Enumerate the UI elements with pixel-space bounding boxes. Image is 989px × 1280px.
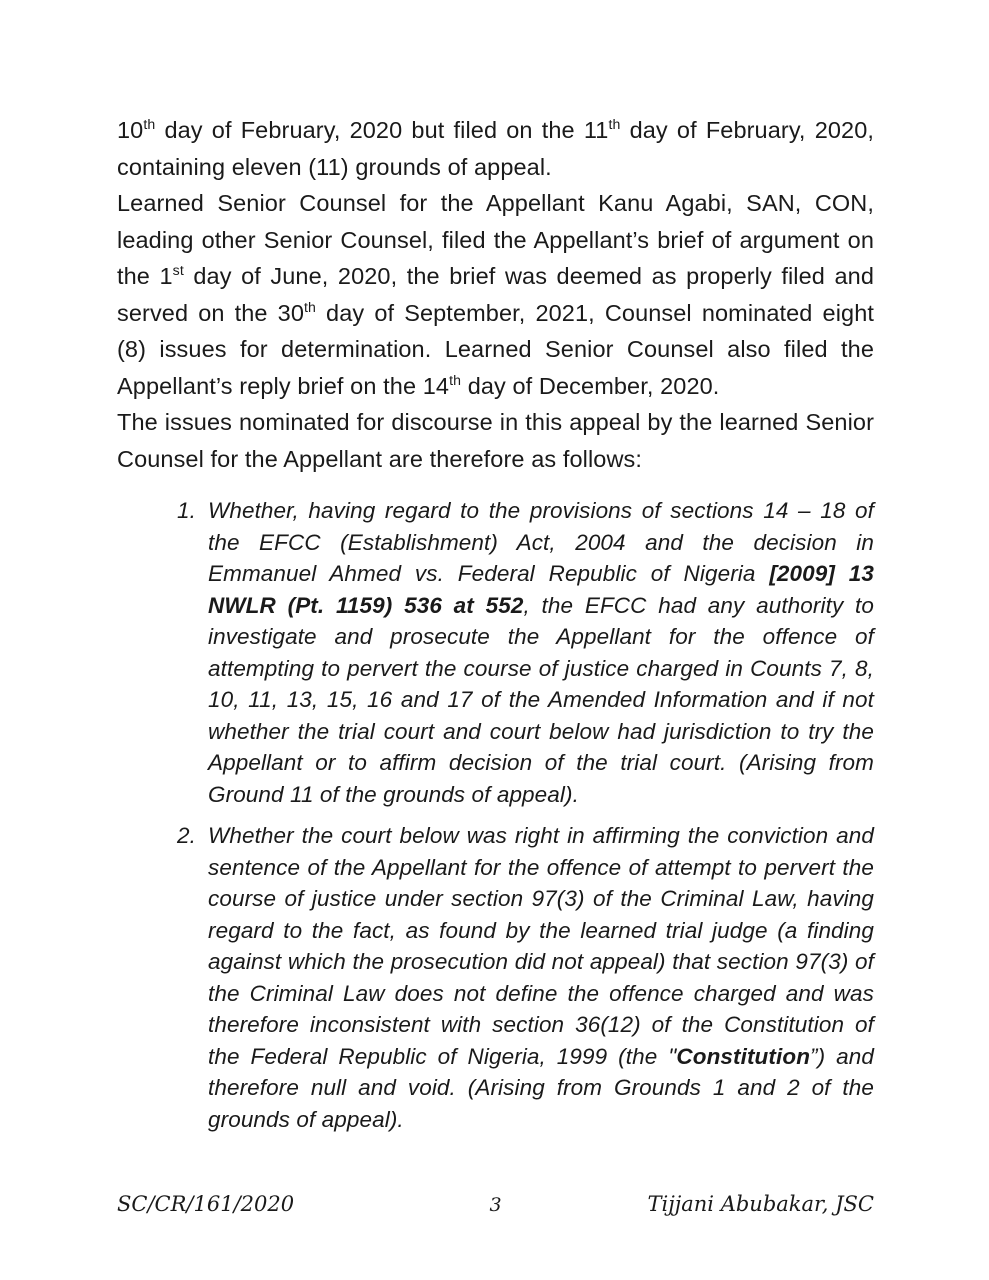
page-footer	[117, 1192, 874, 1216]
text-run: day of February, 2020 but filed on the 11	[155, 117, 609, 143]
page-number: 3	[489, 1194, 502, 1216]
text-run: Whether the court below was right in affirming the conviction and sentence of the Appellant for the offence of attempt to pervert the course of justice under section 97(3) of the Criminal Law, having regard to the fact, as found by the learned trial judge (a finding against which the prosecution did not appeal) that section 97(3) of the Criminal Law does not define the offence charged and was therefore inconsistent with section 36(12) of the Constitution of the Federal Republic of Nigeria, 1999 (the "	[208, 823, 874, 1069]
text-run: day of December, 2020.	[461, 372, 720, 399]
bold-text: [2009] 13 NWLR (Pt. 1159) 536 at 552	[208, 561, 875, 618]
text-run: day of September, 2021, Counsel nominated eight (8) issues for determination. Learned Senior Counsel also filed the Appellant’s reply brief on the 14	[117, 299, 875, 399]
text-run: The issues nominated for discourse in this appeal by the learned Senior Counsel for the Appellant are therefore as follows:	[117, 409, 874, 472]
text-run: 10	[117, 117, 144, 143]
issue-text	[208, 823, 874, 1132]
superscript-text: st	[172, 262, 184, 279]
case-number: SC/CR/161/2020	[117, 1192, 295, 1216]
issues-list	[117, 495, 874, 1135]
text-run: Learned Senior Counsel for the Appellant Kanu Agabi, SAN, CON, leading other Senior Counsel, filed the Appellant’s brief of argument on the 1	[117, 190, 874, 289]
issue-number: 1.	[177, 498, 196, 523]
paragraph	[117, 185, 874, 404]
text-run: Whether, having regard to the provisions of sections 14 – 18 of the EFCC (Establishment) Act, 2004 and the decision in Emmanuel Ahmed vs. Federal Republic of Nigeria	[208, 498, 874, 586]
issue-number: 2.	[177, 823, 196, 848]
text-run: ”) and therefore null and void. (Arising from Grounds 1 and 2 of the grounds of appeal).	[208, 1043, 874, 1132]
issue-item	[117, 820, 874, 1135]
judge-signature: Tijjani Abubakar, JSC	[647, 1192, 874, 1216]
document-content	[117, 112, 874, 1135]
text-run: day of February, 2020, containing eleven (11) grounds of appeal.	[117, 117, 875, 180]
bold-text: Constitution	[676, 1043, 811, 1069]
superscript-text: th	[608, 116, 621, 133]
paragraph	[117, 112, 874, 185]
issue-item	[117, 495, 874, 810]
text-run: , the EFCC had any authority to investigate and prosecute the Appellant for the offence of attempting to pervert the course of justice charged in Counts 7, 8, 10, 11, 13, 15, 16 and 17 of the Amended Information and if not whether the trial court and court below had jurisdiction to try the Appellant or to affirm decision of the trial court. (Arising from Ground 11 of the grounds of appeal).	[208, 592, 875, 807]
body-paragraphs	[117, 112, 874, 477]
text-run: day of June, 2020, the brief was deemed as properly filed and served on the 30	[117, 263, 874, 326]
superscript-text: th	[143, 116, 156, 133]
superscript-text: th	[304, 298, 316, 315]
superscript-text: th	[449, 371, 462, 388]
paragraph	[117, 404, 874, 477]
issue-text	[208, 498, 874, 807]
